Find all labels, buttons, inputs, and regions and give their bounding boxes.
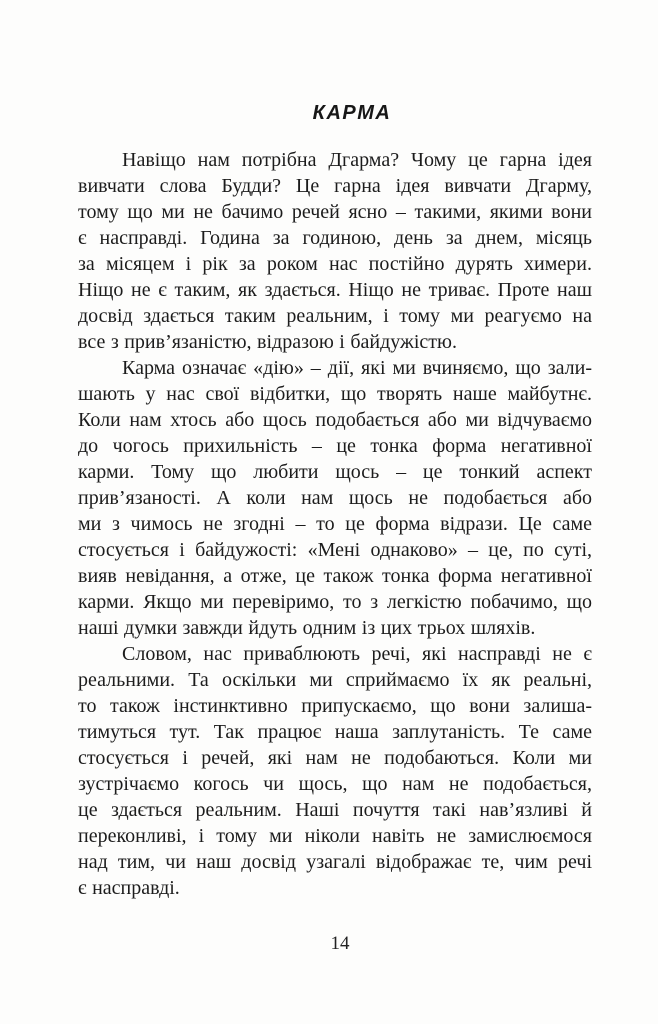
text-line: все з прив’язаністю, відразою і байдужістю. bbox=[78, 331, 457, 353]
text-line: тимуться тут. Так працює наша заплутаність. Те саме bbox=[78, 721, 592, 743]
text-line: є насправді. bbox=[78, 877, 180, 899]
text-line: Словом, нас приваблюють речі, які насправді не є bbox=[122, 643, 592, 665]
text-line: наші думки завжди йдуть одним із цих трьох шляхів. bbox=[78, 617, 536, 639]
text-line: Ніщо не є таким, як здається. Ніщо не триває. Проте наш bbox=[78, 279, 592, 301]
text-line: над тим, чи наш досвід узагалі відображає те, чим речі bbox=[78, 851, 592, 873]
text-line: прив’язаності. А коли нам щось не подобається або bbox=[78, 487, 592, 509]
page-number: 14 bbox=[330, 933, 350, 954]
chapter-title: КАРМА bbox=[312, 102, 392, 124]
text-line: вияв невідання, а отже, це також тонка форма негативної bbox=[78, 565, 592, 587]
text-line: зустрічаємо когось чи щось, що нам не подобається, bbox=[78, 773, 592, 795]
text-line: шають у нас свої відбитки, що творять наше майбутнє. bbox=[78, 383, 592, 405]
text-line: Карма означає «дію» – дії, які ми вчиняємо, що зали- bbox=[122, 357, 592, 379]
text-line: переконливі, і тому ми ніколи навіть не замислюємося bbox=[78, 825, 592, 847]
text-line: досвід здається таким реальним, і тому ми реагуємо на bbox=[78, 305, 592, 327]
text-line: карми. Тому що любити щось – це тонкий аспект bbox=[78, 461, 592, 483]
text-line: стосується і байдужості: «Мені однаково» – це, по суті, bbox=[78, 539, 592, 561]
text-line: карми. Якщо ми перевіримо, то з легкістю побачимо, що bbox=[78, 591, 592, 613]
text-line: тому що ми не бачимо речей ясно – такими, якими вони bbox=[78, 201, 592, 223]
text-line: вивчати слова Будди? Це гарна ідея вивчати Дгарму, bbox=[78, 175, 592, 197]
text-line: то також інстинктивно припускаємо, що вони залиша- bbox=[78, 695, 592, 717]
body-text bbox=[78, 147, 592, 901]
text-line: це здається реальним. Наші почуття такі нав’язливі й bbox=[78, 799, 592, 821]
text-line: реальними. Та оскільки ми сприймаємо їх як реальні, bbox=[78, 669, 592, 691]
text-line: Коли нам хтось або щось подобається або ми відчуваємо bbox=[78, 409, 592, 431]
text-line: ми з чимось не згодні – то це форма відрази. Це саме bbox=[78, 513, 592, 535]
text-line: Навіщо нам потрібна Дгарма? Чому це гарна ідея bbox=[122, 149, 592, 171]
text-line: стосується і речей, які нам не подобаються. Коли ми bbox=[78, 747, 592, 769]
text-line: за місяцем і рік за роком нас постійно дурять химери. bbox=[78, 253, 592, 275]
text-line: є насправді. Година за годиною, день за днем, місяць bbox=[78, 227, 592, 249]
text-line: до чогось прихильність – це тонка форма негативної bbox=[78, 435, 592, 457]
